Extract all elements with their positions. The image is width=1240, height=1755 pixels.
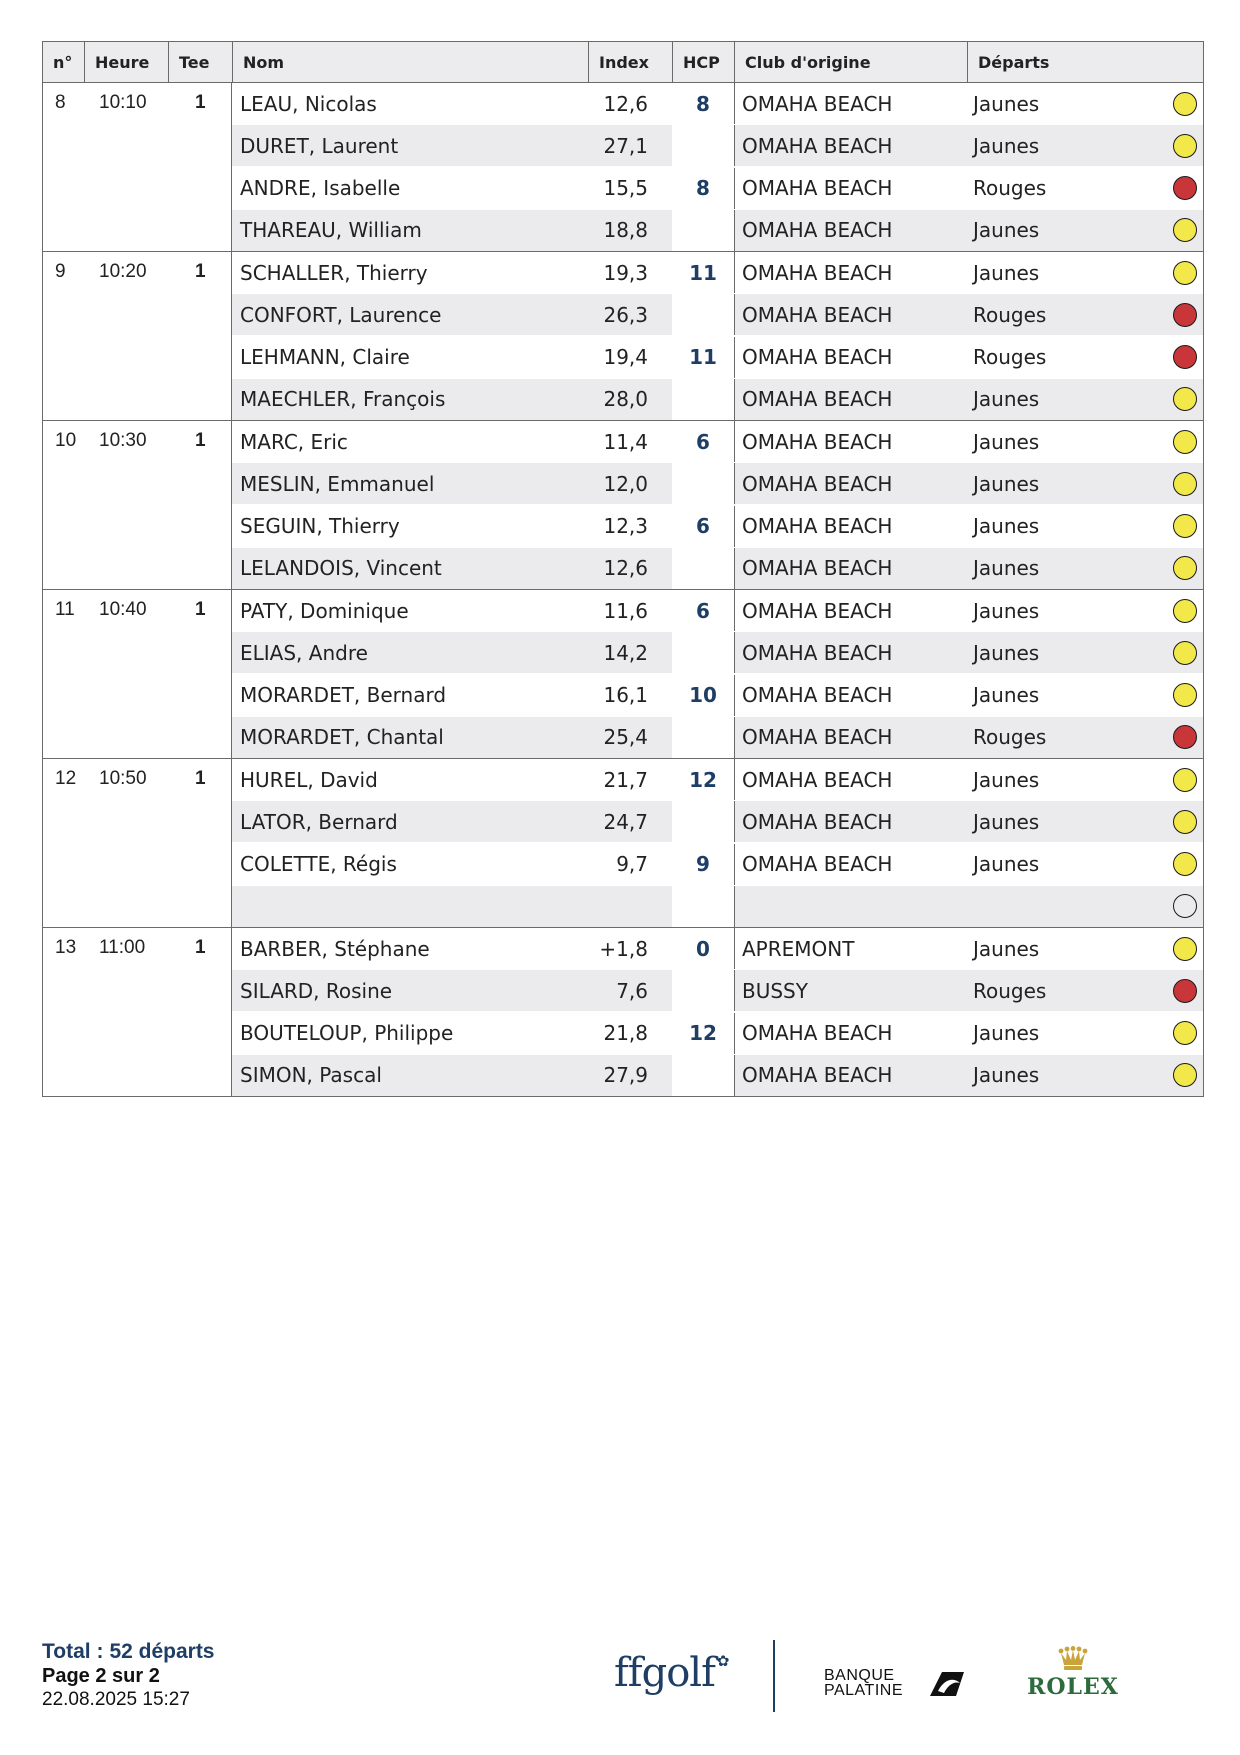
player-hcp: [672, 970, 734, 1011]
player-depart: [967, 337, 1203, 378]
player-club: BUSSY: [734, 970, 967, 1011]
tee-time-groups: [43, 83, 1203, 1096]
table-row: [232, 337, 1203, 378]
player-hcp: 6: [672, 506, 734, 547]
depart-label: Rouges: [973, 345, 1047, 370]
table-row: [232, 252, 1203, 293]
player-name: MAECHLER, François: [232, 379, 588, 420]
player-depart: [967, 379, 1203, 420]
player-index: 15,5: [603, 176, 648, 201]
player-rows: [231, 928, 1203, 1096]
tee-color-dot-icon: [1173, 641, 1197, 665]
player-rows: [231, 421, 1203, 589]
player-depart: [967, 421, 1203, 462]
player-club: OMAHA BEACH: [734, 506, 967, 547]
tee-color-dot-icon: [1173, 556, 1197, 580]
tee-number: 1: [195, 92, 206, 113]
depart-label: Jaunes: [973, 218, 1040, 243]
header-club: Club d'origine: [734, 42, 967, 82]
start-time: 10:50: [99, 768, 147, 789]
player-hcp: [672, 125, 734, 166]
player-depart: [967, 168, 1203, 209]
player-hcp: [672, 801, 734, 842]
depart-label: Rouges: [973, 725, 1047, 750]
player-name: MORARDET, Chantal: [232, 717, 588, 758]
player-index: 7,6: [588, 970, 672, 1011]
table-row: [232, 1055, 1203, 1096]
player-hcp: 11: [672, 337, 734, 378]
table-row: [232, 463, 1203, 504]
table-row: [232, 886, 1203, 927]
tee-color-dot-icon: [1173, 768, 1197, 792]
player-depart: [967, 1055, 1203, 1096]
group-number: 13: [55, 937, 77, 958]
player-name: BARBER, Stéphane: [240, 936, 430, 961]
total-label: Total :: [42, 1640, 104, 1663]
depart-label: Rouges: [973, 302, 1047, 327]
group-number: 8: [55, 92, 66, 113]
player-hcp: 9: [672, 844, 734, 885]
player-club: OMAHA BEACH: [734, 168, 967, 209]
player-index: 18,8: [588, 210, 672, 251]
player-depart: [967, 717, 1203, 758]
header-num: n°: [53, 52, 73, 72]
tee-time-group: [43, 758, 1203, 927]
player-name: DURET, Laurent: [232, 125, 588, 166]
group-info: [43, 252, 231, 420]
player-index: 12,6: [588, 548, 672, 589]
total-value: 52 départs: [109, 1640, 215, 1663]
tee-number: 1: [195, 937, 206, 958]
player-rows: [231, 252, 1203, 420]
player-club: OMAHA BEACH: [734, 463, 967, 504]
ffgolf-logo-text: ffgolf: [614, 1650, 715, 1696]
tee-color-dot-icon: [1173, 979, 1197, 1003]
start-time: 10:30: [99, 430, 147, 451]
player-hcp: [672, 463, 734, 504]
player-name: MORARDET, Bernard: [240, 683, 447, 708]
tee-color-dot-icon: [1173, 345, 1197, 369]
tee-color-dot-icon: [1173, 1063, 1197, 1087]
tee-color-dot-icon: [1173, 472, 1197, 496]
table-row: [232, 759, 1203, 800]
player-depart: [967, 252, 1203, 293]
tee-time-group: [43, 927, 1203, 1096]
tee-color-dot-icon: [1173, 683, 1197, 707]
player-index: 19,3: [603, 260, 648, 285]
player-hcp: [672, 717, 734, 758]
ffgolf-mark-icon: ✿: [716, 1651, 729, 1670]
player-club: OMAHA BEACH: [734, 717, 967, 758]
logo-divider: [773, 1640, 775, 1712]
player-index: 12,3: [603, 514, 648, 539]
player-hcp: [672, 886, 734, 927]
player-index: 19,4: [603, 345, 648, 370]
player-index: 26,3: [588, 294, 672, 335]
player-name: PATY, Dominique: [240, 598, 409, 623]
tee-color-dot-icon: [1173, 387, 1197, 411]
player-rows: [231, 590, 1203, 758]
player-hcp: 6: [672, 421, 734, 462]
player-index: 28,0: [588, 379, 672, 420]
player-index: 27,9: [588, 1055, 672, 1096]
group-number: 9: [55, 261, 66, 282]
player-hcp: 12: [672, 759, 734, 800]
player-depart: [967, 759, 1203, 800]
player-hcp: 0: [672, 928, 734, 969]
table-row: [232, 970, 1203, 1011]
tee-color-dot-icon: [1173, 514, 1197, 538]
table-row: [232, 717, 1203, 758]
player-name: ELIAS, Andre: [232, 632, 588, 673]
player-name: CONFORT, Laurence: [232, 294, 588, 335]
player-hcp: [672, 632, 734, 673]
tee-time-group: [43, 83, 1203, 251]
player-index: 21,7: [603, 767, 648, 792]
player-depart: [967, 590, 1203, 631]
player-club: OMAHA BEACH: [734, 125, 967, 166]
depart-label: Jaunes: [973, 598, 1040, 623]
depart-label: Rouges: [973, 978, 1047, 1003]
tee-time-group: [43, 420, 1203, 589]
tee-number: 1: [195, 768, 206, 789]
tee-time-group: [43, 251, 1203, 420]
player-depart: [967, 675, 1203, 716]
player-hcp: [672, 379, 734, 420]
start-time: 10:20: [99, 261, 147, 282]
tee-color-dot-icon: [1173, 430, 1197, 454]
player-depart: [967, 801, 1203, 842]
tee-color-dot-icon: [1173, 894, 1197, 918]
depart-label: Jaunes: [973, 133, 1040, 158]
header-index: Index: [588, 42, 672, 82]
player-club: OMAHA BEACH: [734, 801, 967, 842]
tee-color-dot-icon: [1173, 134, 1197, 158]
tee-color-dot-icon: [1173, 261, 1197, 285]
player-index: 12,6: [603, 91, 648, 116]
player-name: HUREL, David: [240, 767, 378, 792]
table-row: [232, 632, 1203, 673]
group-info: [43, 590, 231, 758]
player-depart: [967, 632, 1203, 673]
depart-label: Jaunes: [973, 640, 1040, 665]
depart-label: Jaunes: [973, 852, 1040, 877]
tee-color-dot-icon: [1173, 303, 1197, 327]
table-row: [232, 844, 1203, 885]
player-depart: [967, 1013, 1203, 1054]
table-row: [232, 379, 1203, 420]
player-index: 9,7: [616, 852, 648, 877]
player-index: 16,1: [603, 683, 648, 708]
player-depart: [967, 125, 1203, 166]
player-hcp: 8: [672, 83, 734, 124]
player-club: OMAHA BEACH: [734, 548, 967, 589]
start-time: 10:10: [99, 92, 147, 113]
depart-label: Jaunes: [973, 471, 1040, 496]
player-name: SEGUIN, Thierry: [240, 514, 400, 539]
player-rows: [231, 83, 1203, 251]
player-index: 14,2: [588, 632, 672, 673]
player-index: 27,1: [588, 125, 672, 166]
player-depart: [967, 928, 1203, 969]
player-club: OMAHA BEACH: [734, 844, 967, 885]
player-rows: [231, 759, 1203, 927]
player-depart: [967, 886, 1203, 927]
table-row: [232, 506, 1203, 547]
player-depart: [967, 970, 1203, 1011]
player-index: 24,7: [588, 801, 672, 842]
player-hcp: [672, 294, 734, 335]
ffgolf-logo: [614, 1650, 728, 1696]
table-row: [232, 83, 1203, 124]
player-club: APREMONT: [734, 928, 967, 969]
table-row: [232, 1013, 1203, 1054]
player-name: SIMON, Pascal: [232, 1055, 588, 1096]
banque-palatine-logo: [824, 1668, 903, 1698]
player-hcp: 12: [672, 1013, 734, 1054]
group-info: [43, 421, 231, 589]
table-row: [232, 675, 1203, 716]
group-info: [43, 928, 231, 1096]
table-row: [232, 801, 1203, 842]
player-club: OMAHA BEACH: [734, 1055, 967, 1096]
print-datetime: 22.08.2025 15:27: [42, 1689, 190, 1710]
player-name: LEAU, Nicolas: [240, 91, 377, 116]
table-row: [232, 210, 1203, 251]
palatine-wave-icon: [926, 1669, 966, 1699]
tee-color-dot-icon: [1173, 176, 1197, 200]
total-departs: [42, 1640, 215, 1664]
depart-label: Jaunes: [973, 387, 1040, 412]
player-name: [232, 886, 588, 927]
depart-label: Jaunes: [973, 91, 1040, 116]
tee-color-dot-icon: [1173, 725, 1197, 749]
tee-color-dot-icon: [1173, 599, 1197, 623]
player-hcp: [672, 1055, 734, 1096]
player-name: ANDRE, Isabelle: [240, 176, 401, 201]
player-club: OMAHA BEACH: [734, 675, 967, 716]
player-depart: [967, 294, 1203, 335]
player-index: 21,8: [603, 1021, 648, 1046]
depart-label: Jaunes: [973, 514, 1040, 539]
depart-label: Rouges: [973, 176, 1047, 201]
player-index: +1,8: [599, 936, 648, 961]
header-heure: Heure: [84, 42, 168, 82]
header-hcp: HCP: [672, 42, 734, 82]
header-nom: Nom: [232, 42, 588, 82]
tee-number: 1: [195, 430, 206, 451]
table-row: [232, 590, 1203, 631]
player-name: LEHMANN, Claire: [240, 345, 410, 370]
tee-time-group: [43, 589, 1203, 758]
banque-line-2: PALATINE: [824, 1682, 903, 1699]
group-info: [43, 759, 231, 927]
tee-color-dot-icon: [1173, 937, 1197, 961]
depart-label: Jaunes: [973, 1063, 1040, 1088]
player-club: OMAHA BEACH: [734, 421, 967, 462]
player-name: SILARD, Rosine: [232, 970, 588, 1011]
player-club: OMAHA BEACH: [734, 759, 967, 800]
player-index: 12,0: [588, 463, 672, 504]
player-depart: [967, 506, 1203, 547]
player-club: OMAHA BEACH: [734, 379, 967, 420]
player-name: MESLIN, Emmanuel: [232, 463, 588, 504]
player-club: OMAHA BEACH: [734, 83, 967, 124]
page-indicator: Page 2 sur 2: [42, 1665, 160, 1687]
player-name: MARC, Eric: [240, 429, 348, 454]
group-number: 10: [55, 430, 77, 451]
player-club: OMAHA BEACH: [734, 210, 967, 251]
header-tee: Tee: [168, 42, 232, 82]
player-club: OMAHA BEACH: [734, 337, 967, 378]
player-club: [734, 886, 967, 927]
table-row: [232, 125, 1203, 166]
player-name: SCHALLER, Thierry: [240, 260, 428, 285]
player-depart: [967, 83, 1203, 124]
player-hcp: [672, 210, 734, 251]
player-name: BOUTELOUP, Philippe: [240, 1021, 454, 1046]
start-time: 11:00: [99, 937, 146, 958]
player-hcp: 11: [672, 252, 734, 293]
footer-info: [42, 1640, 215, 1711]
tee-color-dot-icon: [1173, 852, 1197, 876]
tee-color-dot-icon: [1173, 218, 1197, 242]
player-club: OMAHA BEACH: [734, 252, 967, 293]
depart-label: Jaunes: [973, 1021, 1040, 1046]
crown-icon: [1058, 1646, 1088, 1672]
depart-label: Jaunes: [973, 767, 1040, 792]
player-index: 11,6: [603, 598, 648, 623]
header-departs: Départs: [967, 42, 1203, 82]
depart-label: Jaunes: [973, 260, 1040, 285]
group-number: 12: [55, 768, 77, 789]
start-time: 10:40: [99, 599, 147, 620]
player-depart: [967, 463, 1203, 504]
player-name: THAREAU, William: [232, 210, 588, 251]
player-depart: [967, 210, 1203, 251]
group-info: [43, 83, 231, 251]
player-name: COLETTE, Régis: [240, 852, 397, 877]
table-row: [232, 168, 1203, 209]
table-row: [232, 421, 1203, 462]
tee-number: 1: [195, 599, 206, 620]
start-list-table: [42, 41, 1204, 1097]
group-number: 11: [55, 599, 75, 620]
depart-label: Jaunes: [973, 556, 1040, 581]
tee-color-dot-icon: [1173, 810, 1197, 834]
table-header: [43, 42, 1203, 83]
player-hcp: 8: [672, 168, 734, 209]
tee-color-dot-icon: [1173, 1021, 1197, 1045]
depart-label: Jaunes: [973, 809, 1040, 834]
player-name: LELANDOIS, Vincent: [232, 548, 588, 589]
depart-label: Jaunes: [973, 429, 1040, 454]
player-name: LATOR, Bernard: [232, 801, 588, 842]
table-row: [232, 548, 1203, 589]
tee-number: 1: [195, 261, 206, 282]
banque-line-1: BANQUE: [824, 1667, 895, 1684]
table-row: [232, 928, 1203, 969]
player-club: OMAHA BEACH: [734, 632, 967, 673]
depart-label: Jaunes: [973, 936, 1040, 961]
player-hcp: 6: [672, 590, 734, 631]
rolex-logo: [1026, 1646, 1120, 1700]
player-index: 25,4: [588, 717, 672, 758]
rolex-text: ROLEX: [1027, 1674, 1119, 1700]
player-hcp: 10: [672, 675, 734, 716]
player-index: 11,4: [603, 429, 648, 454]
tee-color-dot-icon: [1173, 92, 1197, 116]
player-depart: [967, 548, 1203, 589]
player-depart: [967, 844, 1203, 885]
player-club: OMAHA BEACH: [734, 1013, 967, 1054]
player-club: OMAHA BEACH: [734, 590, 967, 631]
table-row: [232, 294, 1203, 335]
depart-label: Jaunes: [973, 683, 1040, 708]
player-index: [588, 886, 672, 927]
player-club: OMAHA BEACH: [734, 294, 967, 335]
player-hcp: [672, 548, 734, 589]
